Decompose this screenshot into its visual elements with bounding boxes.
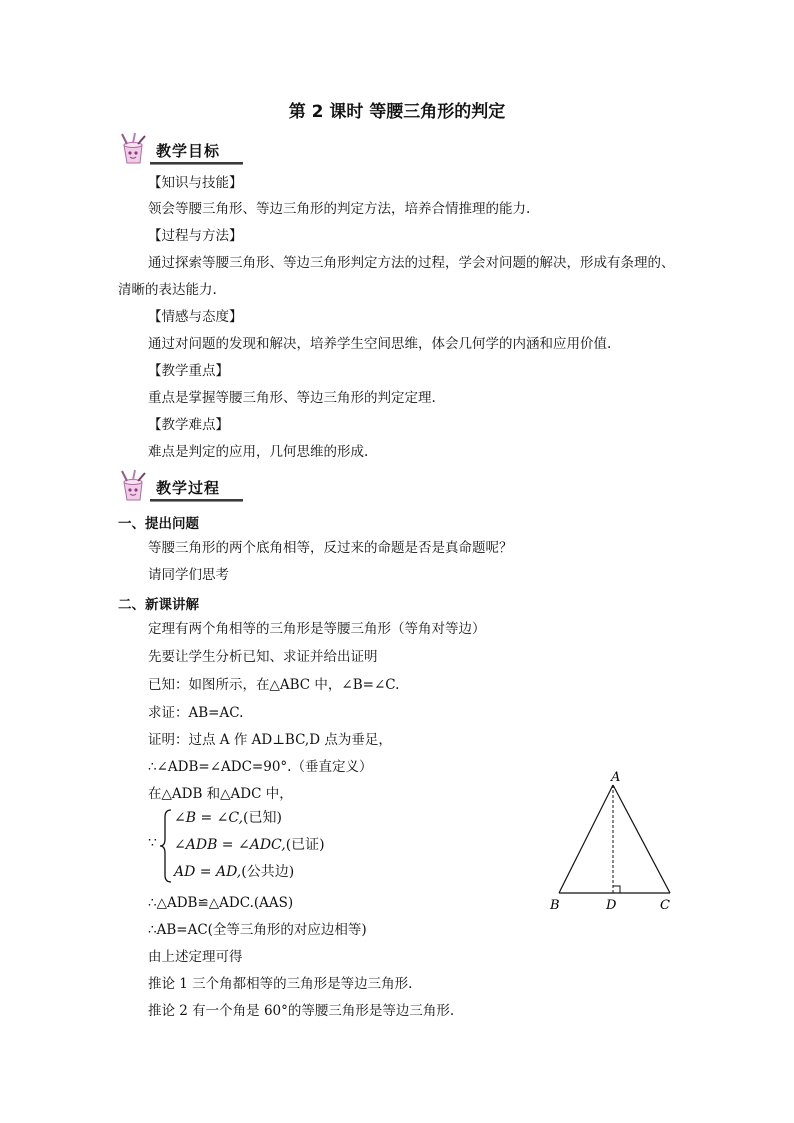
banner-label-goals: 教学目标 <box>156 142 221 160</box>
page-title: 第 2 课时 等腰三角形的判定 <box>288 102 506 122</box>
guide-text: 先要让学生分析已知、求证并给出证明 <box>148 649 378 665</box>
proof-text: 证明：过点 A 作 AD⊥BC,D 点为垂足， <box>148 732 392 748</box>
section-heading-lesson: 二、新课讲解 <box>118 597 199 613</box>
in-triangles-text: 在△ADB 和△ADC 中， <box>148 786 293 802</box>
derive-text: 由上述定理可得 <box>148 949 243 965</box>
because-symbol: ∵ <box>148 835 157 851</box>
knowledge-heading: 【知识与技能】 <box>148 175 243 191</box>
knowledge-text: 领会等腰三角形、等边三角形的判定方法，培养合情推理的能力. <box>148 201 531 217</box>
process-method-heading: 【过程与方法】 <box>148 228 243 244</box>
difficulty-text: 难点是判定的应用，几何思维的形成. <box>148 444 369 460</box>
key-point-text: 重点是掌握等腰三角形、等边三角形的判定定理. <box>148 390 436 406</box>
label-d: D <box>606 898 617 913</box>
corollary-2: 推论 2 有一个角是 60°的等腰三角形是等边三角形. <box>148 1003 455 1019</box>
triangle-figure <box>545 765 685 915</box>
section-heading-question: 一、提出问题 <box>118 516 199 532</box>
section-banner-goals <box>118 132 243 170</box>
prove-text: 求证：AB=AC. <box>148 705 244 721</box>
right-angle-text: ∴∠ADB=∠ADC=90°.（垂直定义） <box>148 759 373 775</box>
equation-line: ∠B = ∠C,(已知) <box>174 810 282 826</box>
pen-holder-icon <box>118 132 152 166</box>
emotion-text: 通过对问题的发现和解决，培养学生空间思维，体会几何学的内涵和应用价值. <box>148 336 612 352</box>
key-point-heading: 【教学重点】 <box>148 363 229 379</box>
label-b: B <box>550 898 560 913</box>
side-ab <box>559 785 613 893</box>
theorem-text: 定理有两个角相等的三角形是等腰三角形（等角对等边） <box>148 621 486 637</box>
label-c: C <box>660 898 670 913</box>
proof-equation-system <box>148 807 348 883</box>
congruent-text: ∴△ADB≌△ADC.(AAS) <box>148 895 294 911</box>
process-method-text-2: 清晰的表达能力. <box>118 282 217 298</box>
equation-line: AD = AD,(公共边) <box>174 864 295 880</box>
side-ac <box>613 785 670 893</box>
left-brace <box>159 809 173 883</box>
right-angle-mark <box>613 886 620 893</box>
equation-line: ∠ADB = ∠ADC,(已证) <box>174 837 325 853</box>
question-text: 等腰三角形的两个底角相等，反过来的命题是否是真命题呢？ <box>148 540 513 556</box>
section-banner-process <box>118 469 243 507</box>
banner-underline <box>150 162 243 165</box>
given-text: 已知：如图所示，在△ABC 中，∠B=∠C. <box>148 677 400 693</box>
emotion-heading: 【情感与态度】 <box>148 309 243 325</box>
think-prompt: 请同学们思考 <box>148 567 229 583</box>
label-a: A <box>611 770 621 785</box>
corollary-1: 推论 1 三个角都相等的三角形是等边三角形. <box>148 976 413 992</box>
banner-label-process: 教学过程 <box>156 479 221 497</box>
difficulty-heading: 【教学难点】 <box>148 417 229 433</box>
banner-underline <box>150 499 243 502</box>
pen-holder-icon <box>118 469 152 503</box>
process-method-text-1: 通过探索等腰三角形、等边三角形判定方法的过程，学会对问题的解决，形成有条理的、 <box>148 255 675 271</box>
conclusion-text: ∴AB=AC(全等三角形的对应边相等) <box>148 922 367 938</box>
